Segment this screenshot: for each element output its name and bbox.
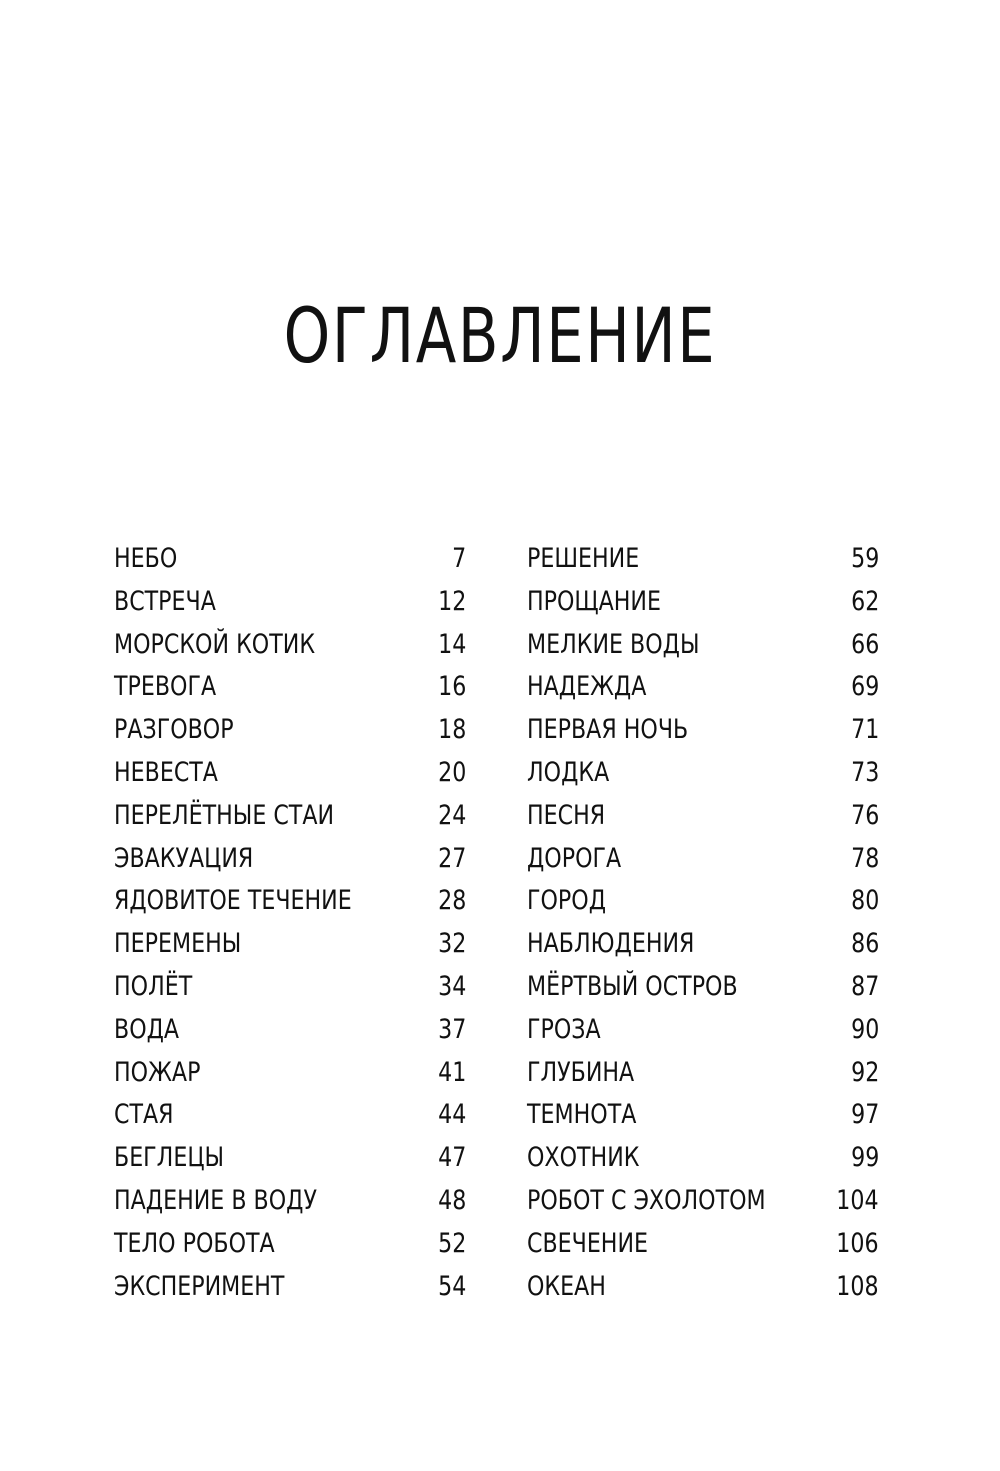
toc-entry-title: ОХОТНИК: [527, 1142, 640, 1174]
toc-entry-title: НАДЕЖДА: [527, 671, 647, 703]
toc-entry-title: ТЕЛО РОБОТА: [114, 1227, 275, 1259]
toc-entry: [114, 538, 466, 581]
toc-entry: [527, 666, 879, 709]
toc-entry: [114, 1137, 466, 1180]
toc-entry: [114, 1052, 466, 1095]
toc-entry-page: 44: [437, 1099, 466, 1131]
toc-entry: [527, 966, 879, 1009]
toc-entry-page: 92: [850, 1056, 879, 1088]
toc-entry-page: 27: [437, 842, 466, 874]
page-title: ОГЛАВЛЕНИЕ: [283, 291, 717, 380]
toc-entry-page: 97: [850, 1099, 879, 1131]
toc-entry-title: ГЛУБИНА: [527, 1056, 635, 1088]
toc-entry: [527, 1180, 879, 1223]
toc-entry-page: 86: [850, 928, 879, 960]
toc-entry: [114, 966, 466, 1009]
toc-entry: [114, 1223, 466, 1266]
toc-entry: [114, 624, 466, 667]
toc-entry-page: 106: [836, 1227, 879, 1259]
toc-entry-page: 28: [437, 885, 466, 917]
toc-entry-title: ОКЕАН: [527, 1270, 606, 1302]
toc-entry-title: МЁРТВЫЙ ОСТРОВ: [527, 970, 738, 1002]
toc-entry-title: РЕШЕНИЕ: [527, 543, 640, 574]
toc-entry-page: 90: [850, 1013, 879, 1045]
toc-entry-page: 59: [850, 543, 879, 574]
toc-entry-title: ПАДЕНИЕ В ВОДУ: [114, 1184, 317, 1216]
toc-entry-title: ЛОДКА: [527, 756, 610, 788]
toc-entry: [527, 838, 879, 881]
toc-entry: [114, 666, 466, 709]
toc-entry-page: 54: [437, 1270, 466, 1302]
toc-entry: [527, 923, 879, 966]
toc-entry: [114, 923, 466, 966]
toc-entry: [114, 709, 466, 752]
toc-entry-title: РАЗГОВОР: [114, 714, 234, 746]
toc-entry-page: 32: [437, 928, 466, 960]
toc-entry-title: ТЕМНОТА: [527, 1099, 637, 1131]
toc-entry-title: ГОРОД: [527, 885, 607, 917]
toc-entry-title: СВЕЧЕНИЕ: [527, 1227, 649, 1259]
toc-entry: [114, 581, 466, 624]
toc-entry-page: 78: [850, 842, 879, 874]
toc-entry-page: 24: [437, 799, 466, 831]
toc-entry-page: 76: [850, 799, 879, 831]
toc-entry-title: ЭВАКУАЦИЯ: [114, 842, 254, 874]
toc-entry-title: ПЕРЕМЕНЫ: [114, 928, 242, 960]
toc-entry: [114, 880, 466, 923]
toc-entry: [114, 838, 466, 881]
toc-entry-page: 12: [437, 585, 466, 617]
toc-entry-title: МЕЛКИЕ ВОДЫ: [527, 628, 700, 660]
toc-entry-title: ВОДА: [114, 1013, 180, 1045]
toc-entry-page: 18: [437, 714, 466, 746]
toc-entry: [527, 1052, 879, 1095]
toc-entry: [527, 1266, 879, 1309]
toc-entry-page: 20: [437, 756, 466, 788]
toc-entry-page: 66: [850, 628, 879, 660]
toc-entry-page: 62: [850, 585, 879, 617]
toc-entry: [114, 1266, 466, 1309]
toc-entry: [114, 752, 466, 795]
toc-entry-title: СТАЯ: [114, 1099, 174, 1131]
toc-column-right: [527, 538, 879, 1308]
toc-entry-page: 48: [437, 1184, 466, 1216]
toc-entry-title: МОРСКОЙ КОТИК: [114, 628, 316, 660]
toc-entry-title: ЯДОВИТОЕ ТЕЧЕНИЕ: [114, 885, 352, 917]
toc-entry-page: 14: [437, 628, 466, 660]
toc-entry-page: 104: [836, 1184, 879, 1216]
toc-entry: [527, 709, 879, 752]
toc-entry-title: ЭКСПЕРИМЕНТ: [114, 1270, 285, 1302]
toc-entry-page: 87: [850, 970, 879, 1002]
toc-entry-title: ДОРОГА: [527, 842, 622, 874]
toc-entry-title: ПЕРВАЯ НОЧЬ: [527, 714, 689, 746]
toc-entry: [114, 1180, 466, 1223]
toc-entry-title: ГРОЗА: [527, 1013, 601, 1045]
toc-entry: [527, 1009, 879, 1052]
toc-entry-title: ПРОЩАНИЕ: [527, 585, 661, 617]
toc-column-left: [114, 538, 466, 1308]
toc-entry-title: НЕВЕСТА: [114, 756, 218, 788]
toc-entry: [527, 624, 879, 667]
toc-entry-page: 99: [850, 1142, 879, 1174]
toc-entry-page: 41: [437, 1056, 466, 1088]
toc-entry-page: 37: [437, 1013, 466, 1045]
toc-entry-page: 108: [836, 1270, 879, 1302]
toc-entry-title: БЕГЛЕЦЫ: [114, 1142, 225, 1174]
toc-entry-title: ТРЕВОГА: [114, 671, 217, 703]
toc-entry-title: ПОЛЁТ: [114, 970, 193, 1002]
toc-entry: [114, 1009, 466, 1052]
toc-entry-page: 34: [437, 970, 466, 1002]
toc-entry: [527, 880, 879, 923]
toc-entry-title: НЕБО: [114, 543, 178, 574]
toc-entry-page: 7: [451, 543, 466, 574]
toc-entry-page: 47: [437, 1142, 466, 1174]
toc-entry: [527, 795, 879, 838]
toc-entry-page: 71: [850, 714, 879, 746]
toc-entry: [527, 538, 879, 581]
toc-entry-page: 73: [850, 756, 879, 788]
toc-entry-page: 52: [437, 1227, 466, 1259]
toc-entry: [527, 1137, 879, 1180]
toc-entry: [527, 1094, 879, 1137]
toc-entry-page: 69: [850, 671, 879, 703]
toc-entry: [114, 1094, 466, 1137]
toc-entry-title: ПЕСНЯ: [527, 799, 606, 831]
toc-entry-page: 80: [850, 885, 879, 917]
toc-entry-page: 16: [437, 671, 466, 703]
toc-entry: [527, 581, 879, 624]
toc-entry: [527, 752, 879, 795]
toc-entry: [114, 795, 466, 838]
toc-entry-title: НАБЛЮДЕНИЯ: [527, 928, 695, 960]
toc-entry-title: ВСТРЕЧА: [114, 585, 216, 617]
toc-entry-title: РОБОТ С ЭХОЛОТОМ: [527, 1184, 766, 1216]
toc-entry: [527, 1223, 879, 1266]
toc-entry-title: ПОЖАР: [114, 1056, 201, 1088]
toc-entry-title: ПЕРЕЛЁТНЫЕ СТАИ: [114, 799, 335, 831]
